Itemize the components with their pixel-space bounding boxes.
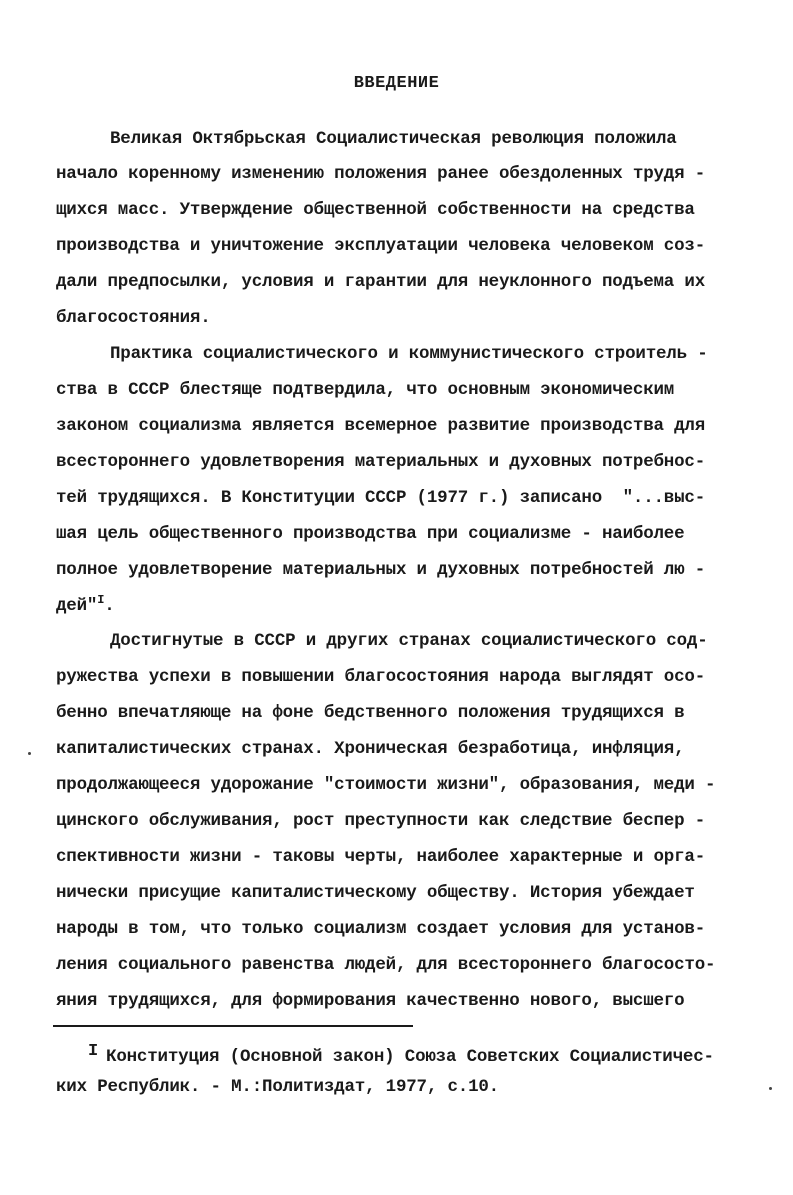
text-line: полное удовлетворение материальных и духовных потребностей лю - bbox=[56, 560, 706, 580]
text-line: тей трудящихся. В Конституции СССР (1977 г.) записано "...выс- bbox=[56, 488, 706, 508]
scan-speck bbox=[28, 752, 31, 755]
text-line: всестороннего удовлетворения материальных и духовных потребнос- bbox=[56, 452, 706, 472]
page-heading: ВВЕДЕНИЕ bbox=[353, 74, 440, 93]
text-line: спективности жизни - таковы черты, наиболее характерные и орга- bbox=[56, 847, 706, 867]
footnote-marker: I bbox=[88, 1042, 99, 1061]
text-line: ружества успехи в повышении благосостояния народа выглядят осо- bbox=[56, 667, 706, 687]
footnote-line: ких Республик. - М.:Политиздат, 1977, с.10. bbox=[56, 1077, 499, 1097]
text-line: шая цель общественного производства при социализме - наиболее bbox=[56, 524, 685, 544]
text-line: капиталистических странах. Хроническая безработица, инфляция, bbox=[56, 739, 685, 759]
text-line: народы в том, что только социализм создает условия для установ- bbox=[56, 919, 706, 939]
text-line: нически присущие капиталистическому обществу. История убеждает bbox=[56, 883, 695, 903]
text-line: Практика социалистического и коммунистического строитель - bbox=[110, 344, 708, 364]
text-line: Достигнутые в СССР и других странах социалистического сод- bbox=[110, 631, 708, 651]
text-line: Великая Октябрьская Социалистическая революция положила bbox=[110, 129, 677, 149]
footnote-text: Конституция (Основной закон) Союза Советских Социалистичес- bbox=[106, 1047, 714, 1067]
text-line: дали предпосылки, условия и гарантии для неуклонного подъема их bbox=[56, 272, 706, 292]
text-line: яния трудящихся, для формирования качественно нового, высшего bbox=[56, 991, 685, 1011]
text-line: ления социального равенства людей, для всестороннего благососто- bbox=[56, 955, 716, 975]
text-line-with-footnote bbox=[56, 595, 115, 617]
text-line: благосостояния. bbox=[56, 308, 211, 328]
text-fragment: . bbox=[104, 596, 115, 616]
text-line: продолжающееся удорожание "стоимости жизни", образования, меди - bbox=[56, 775, 716, 795]
text-line: производства и уничтожение эксплуатации человека человеком соз- bbox=[56, 236, 706, 256]
text-line: бенно впечатляюще на фоне бедственного положения трудящихся в bbox=[56, 703, 685, 723]
text-line: законом социализма является всемерное развитие производства для bbox=[56, 416, 706, 436]
text-line: цинского обслуживания, рост преступности как следствие беспер - bbox=[56, 811, 706, 831]
footnote-reference: I bbox=[97, 593, 105, 608]
text-line: щихся масс. Утверждение общественной собственности на средства bbox=[56, 200, 695, 220]
footnote-line bbox=[88, 1042, 714, 1069]
text-line: начало коренному изменению положения ранее обездоленных трудя - bbox=[56, 164, 706, 184]
scan-speck bbox=[769, 1087, 772, 1090]
footnote-separator bbox=[53, 1025, 413, 1027]
text-fragment: дей" bbox=[56, 596, 98, 616]
text-line: ства в СССР блестяще подтвердила, что основным экономическим bbox=[56, 380, 675, 400]
